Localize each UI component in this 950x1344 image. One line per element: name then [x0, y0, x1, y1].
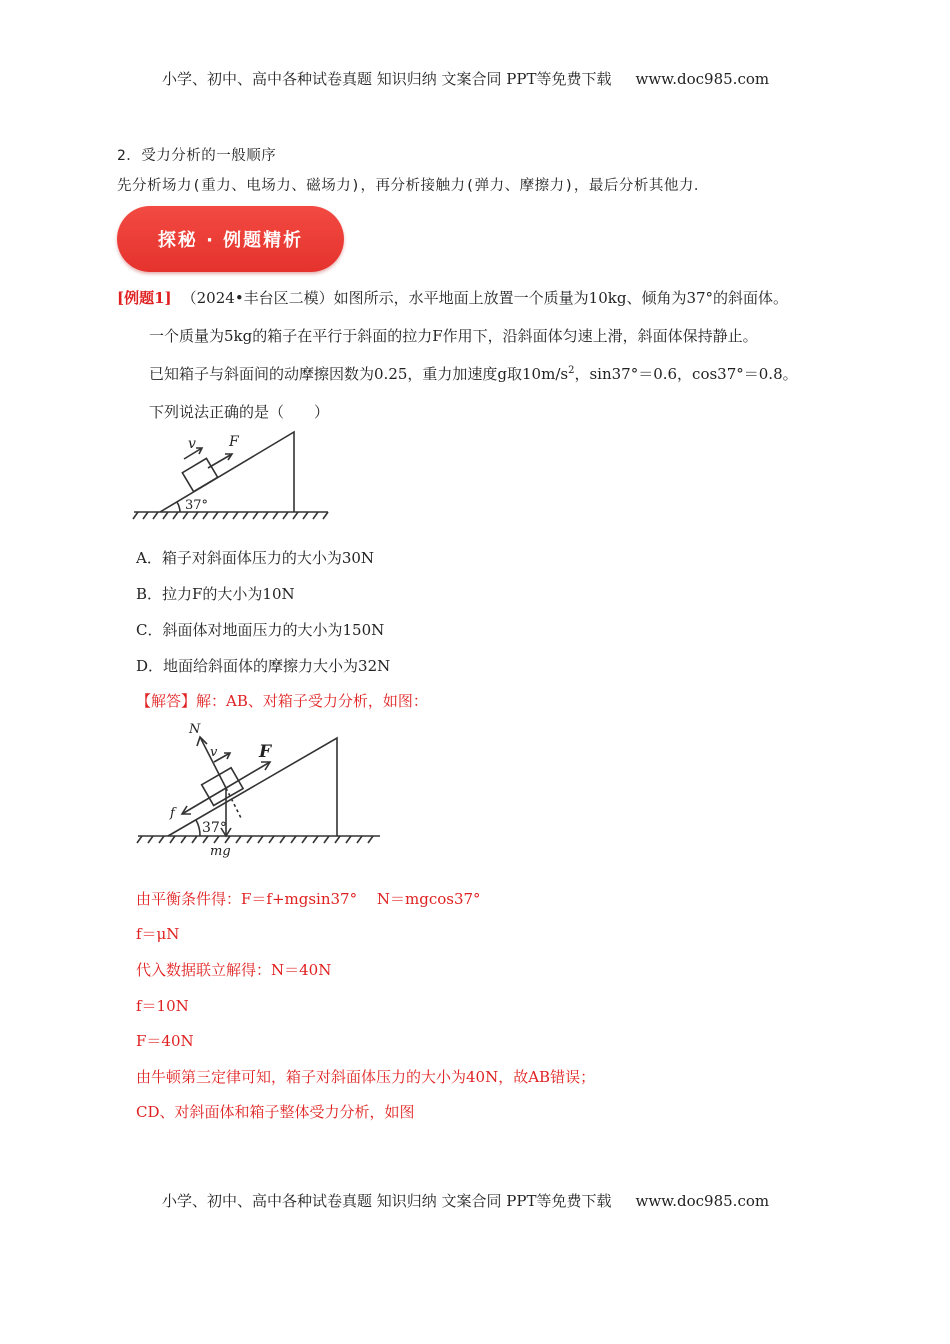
incline-figure-2	[130, 718, 385, 863]
option-a[interactable]: A．箱子对斜面体压力的大小为30N	[136, 549, 375, 567]
example-tag: [例题1]	[117, 289, 172, 307]
ground-hatching	[133, 512, 328, 519]
dashed-normal	[226, 788, 242, 820]
footer-text: 小学、初中、高中各种试卷真题 知识归纳 文案合同 PPT等免费下载	[162, 1192, 612, 1210]
page-footer	[162, 1190, 769, 1211]
option-c[interactable]: C．斜面体对地面压力的大小为150N	[136, 621, 385, 639]
ground-hatching	[137, 836, 373, 843]
example-line-3	[149, 363, 798, 384]
page-header	[162, 68, 769, 89]
answer-line-4: f＝10N	[136, 997, 189, 1015]
answer-line-6: 由牛顿第三定律可知，箱子对斜面体压力的大小为40N，故AB错误；	[136, 1068, 596, 1086]
box	[182, 458, 217, 491]
incline-figure-1	[130, 428, 330, 523]
option-d[interactable]: D．地面给斜面体的摩擦力大小为32N	[136, 657, 391, 675]
force-arrow-F	[208, 454, 232, 468]
header-url[interactable]: www.doc985.com	[635, 70, 770, 88]
label-v: v	[188, 436, 196, 452]
label-mg: mg	[210, 844, 231, 859]
label-v: v	[210, 745, 218, 760]
footer-url[interactable]: www.doc985.com	[635, 1192, 770, 1210]
label-angle: 37°	[185, 498, 209, 513]
answer-line-1: 由平衡条件得：F＝f+mgsin37° N＝mgcos37°	[136, 890, 481, 908]
angle-arc	[177, 502, 180, 512]
force-arrow-F	[226, 762, 270, 788]
option-b[interactable]: B．拉力F的大小为10N	[136, 585, 295, 603]
example-text-3a: 已知箱子与斜面间的动摩擦因数为0.25，重力加速度g取10m/s	[149, 365, 569, 383]
example-text-3b: ，sin37°＝0.6，cos37°＝0.8。	[574, 365, 798, 383]
label-f: f	[170, 806, 175, 821]
force-arrow-f	[182, 788, 226, 814]
example-line-4: 下列说法正确的是（ ）	[149, 403, 330, 421]
example-line-1	[117, 287, 788, 308]
answer-intro-text: 解：AB、对箱子受力分析，如图：	[196, 692, 428, 710]
answer-line-3: 代入数据联立解得：N＝40N	[136, 961, 332, 979]
angle-arc	[196, 820, 200, 836]
section-title: 2．受力分析的一般顺序	[117, 148, 277, 164]
example-line-2: 一个质量为5kg的箱子在平行于斜面的拉力F作用下，沿斜面体匀速上滑，斜面体保持静止。	[149, 327, 758, 345]
incline-triangle	[160, 432, 294, 512]
example-text-3-sup: 2	[568, 365, 575, 376]
example-text-1: （2024•丰台区二模）如图所示，水平地面上放置一个质量为10kg、倾角为37°的斜面体。	[181, 289, 789, 307]
label-F: F	[259, 742, 272, 762]
answer-line-5: F＝40N	[136, 1032, 194, 1050]
answer-intro	[136, 690, 428, 711]
label-angle: 37°	[202, 820, 227, 836]
answer-line-2: f＝μN	[136, 925, 180, 943]
answer-tag: 【解答】	[136, 692, 197, 710]
example-badge: 探秘 · 例题精析	[117, 206, 344, 272]
box	[202, 768, 243, 806]
section-body: 先分析场力(重力、电场力、磁场力)，再分析接触力(弹力、摩擦力)，最后分析其他力．	[117, 178, 709, 194]
label-N: N	[189, 722, 201, 737]
header-text: 小学、初中、高中各种试卷真题 知识归纳 文案合同 PPT等免费下载	[162, 70, 612, 88]
label-F: F	[229, 434, 239, 450]
incline-triangle	[168, 738, 337, 836]
answer-line-7: CD、对斜面体和箱子整体受力分析，如图	[136, 1103, 415, 1121]
